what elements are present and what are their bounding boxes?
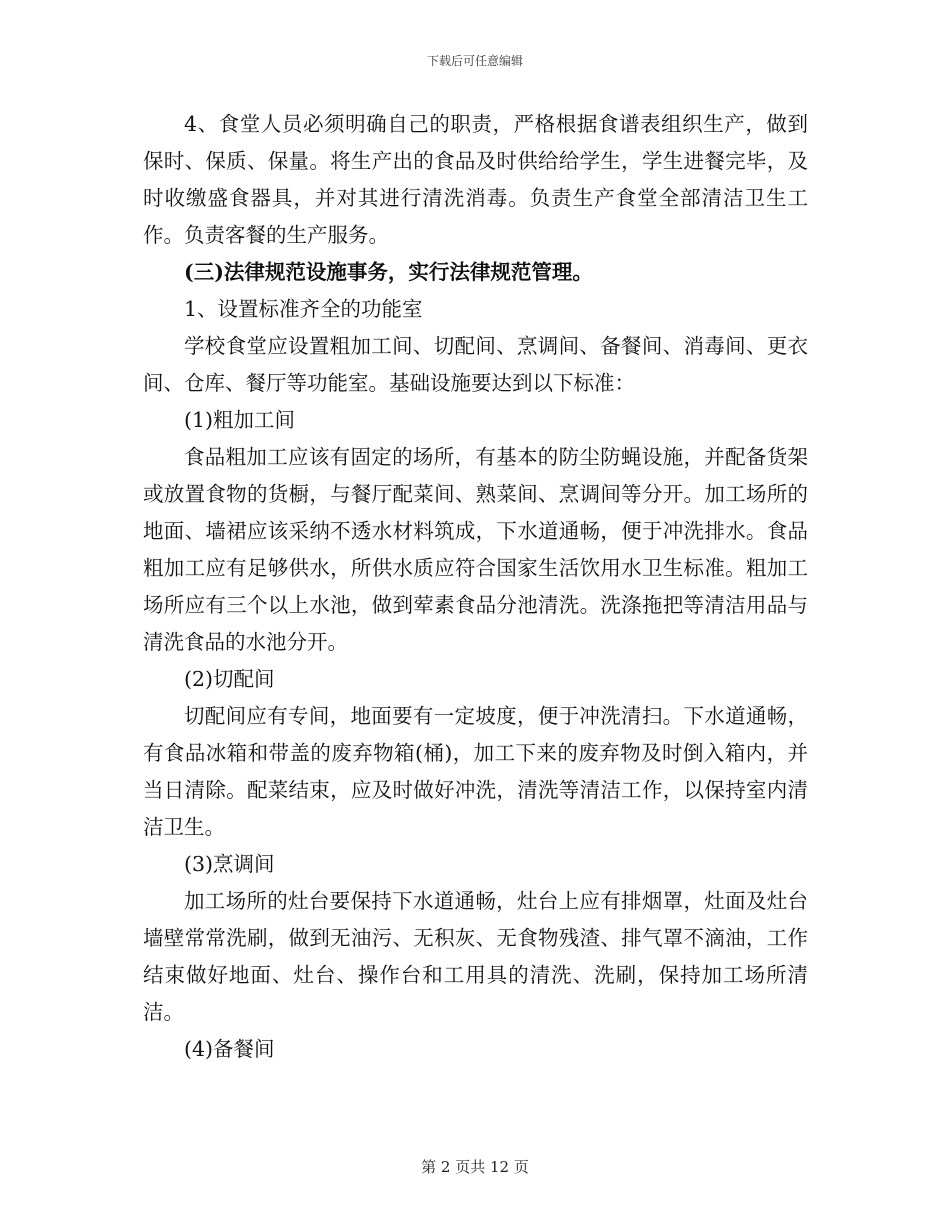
page-header: 下载后可任意编辑 — [426, 54, 523, 68]
paragraph-rough-processing: 食品粗加工应该有固定的场所，有基本的防尘防蝇设施，并配备货架或放置食物的货橱，与餐厅配菜间、熟菜间、烹调间等分开。加工场所的地面、墙裙应该采纳不透水材料筑成，下水道通畅，便于冲洗排水。食品粗加工应有足够供水，所供水质应符合国家生活饮用水卫生标准。粗加工场所应有三个以上水池，做到荤素食品分池清洗。洗涤拖把等清洁用品与清洗食品的水池分开。 — [143, 445, 808, 654]
subheading-serving-room: (4)备餐间 — [184, 1037, 275, 1061]
subheading-function-rooms: 1、设置标准齐全的功能室 — [184, 297, 423, 321]
subheading-cutting-room: (2)切配间 — [184, 667, 275, 691]
section-heading-3: (三)法律规范设施事务，实行法律规范管理。 — [184, 260, 593, 284]
subheading-cooking-room: (3)烹调间 — [184, 852, 275, 876]
subheading-rough-processing: (1)粗加工间 — [184, 408, 296, 432]
document-body — [143, 106, 808, 1068]
page-footer: 第 2 页共 12 页 — [421, 1158, 529, 1176]
paragraph-function-rooms: 学校食堂应设置粗加工间、切配间、烹调间、备餐间、消毒间、更衣间、仓库、餐厅等功能室。基础设施要达到以下标准： — [143, 334, 808, 395]
paragraph-cutting-room: 切配间应有专间，地面要有一定坡度，便于冲洗清扫。下水道通畅，有食品冰箱和带盖的废弃物箱(桶)，加工下来的废弃物及时倒入箱内，并当日清除。配菜结束，应及时做好冲洗，清洗等清洁工作，以保持室内清洁卫生。 — [143, 704, 808, 839]
paragraph-staff-duties: 4、食堂人员必须明确自己的职责，严格根据食谱表组织生产，做到保时、保质、保量。将生产出的食品及时供给给学生，学生进餐完毕，及时收缴盛食器具，并对其进行清洗消毒。负责生产食堂全部清洁卫生工作。负责客餐的生产服务。 — [143, 112, 808, 247]
paragraph-cooking-room: 加工场所的灶台要保持下水道通畅，灶台上应有排烟罩，灶面及灶台墙壁常常洗刷，做到无油污、无积灰、无食物残渣、排气罩不滴油，工作结束做好地面、灶台、操作台和工用具的清洗、洗刷，保持加工场所清洁。 — [143, 889, 808, 1024]
